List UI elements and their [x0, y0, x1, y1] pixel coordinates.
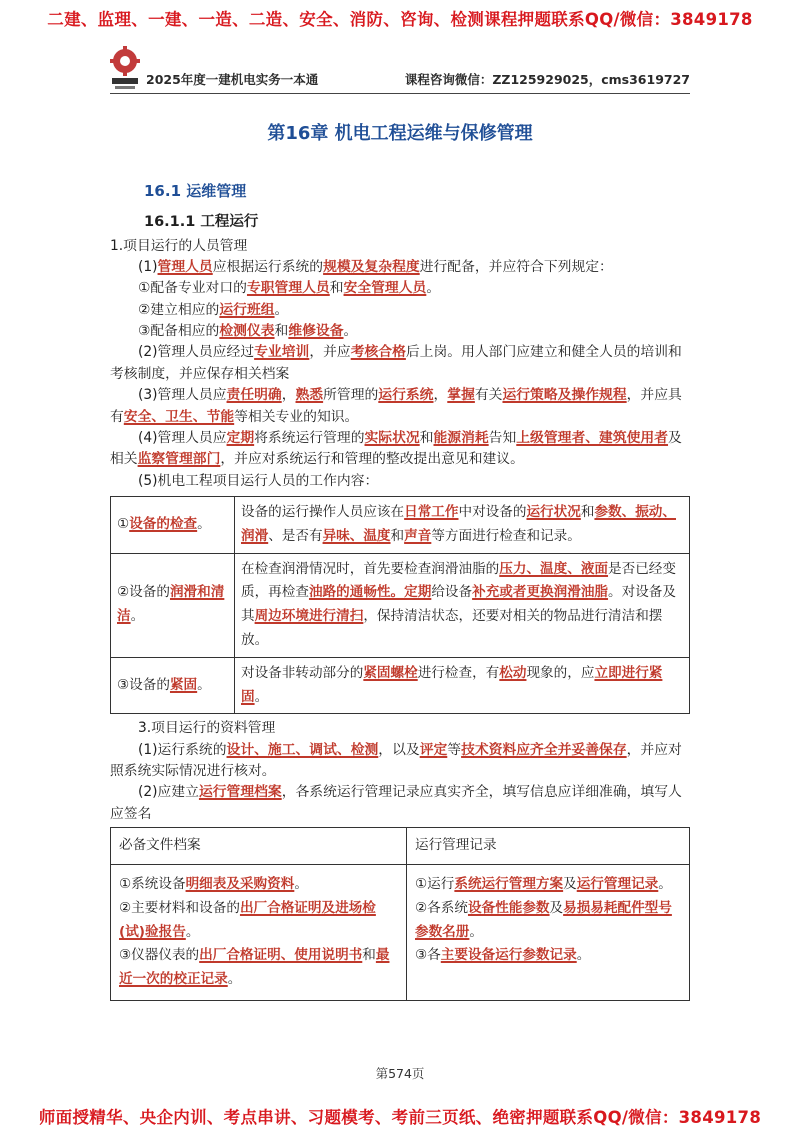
highlighted-term: 熟悉	[295, 387, 324, 404]
book-title: 2025年度一建机电实务一本通	[146, 72, 319, 87]
highlighted-term: 定期	[226, 429, 255, 446]
highlighted-term: 出厂合格证明及进场检(试)验报告	[119, 899, 376, 940]
item-1-4	[110, 428, 690, 471]
highlighted-term: 运行状况	[526, 504, 581, 521]
text-run: 及相关	[110, 429, 682, 468]
highlighted-term: 安全、卫生、节能	[123, 408, 235, 425]
highlighted-term: 技术资料应齐全并妥善保存	[461, 741, 627, 758]
highlighted-term: 补充或者更换润滑油脂	[472, 584, 609, 601]
table-list-item	[119, 873, 398, 897]
text-run: 进行配备，并应符合下列规定：	[419, 258, 613, 275]
page-header	[110, 46, 690, 94]
text-run: ①	[117, 516, 130, 532]
text-run: ，各系统运行管理记录应真实齐全，填写信息应详细准确，填写人应签名	[110, 784, 682, 822]
gear-logo-icon	[110, 46, 140, 92]
text-run: 。	[197, 676, 211, 693]
text-run: 。	[576, 947, 591, 964]
text-run: 。	[254, 688, 269, 705]
highlighted-term: 润滑和清洁	[117, 584, 225, 625]
highlighted-term: 油路的通畅性。定期	[308, 584, 432, 601]
text-run: ③设备的	[117, 676, 170, 693]
chapter-title: 第16章 机电工程运维与保修管理	[267, 123, 533, 144]
text-run: ②建立相应的	[138, 301, 220, 318]
documents-table-body	[111, 865, 690, 1001]
text-run: 和	[580, 504, 595, 521]
item-1-1-a	[110, 278, 690, 299]
highlighted-term: 紧固螺栓	[363, 664, 418, 681]
highlighted-term: 压力、温度、液面	[499, 560, 609, 577]
text-run: (2)管理人员应经过	[138, 344, 255, 361]
contact-info: 课程咨询微信：ZZ125929025，cms3619727	[404, 72, 690, 87]
text-run: ①运行	[415, 876, 455, 893]
text-run: 设备的运行操作人员应该在	[241, 504, 405, 521]
text-run: ③配备相应的	[138, 323, 220, 340]
text-run: ，并应对系统运行和管理的整改提出意见和建议。	[220, 451, 524, 468]
text-run: 等	[447, 741, 462, 758]
highlighted-term: 运行系统	[378, 387, 434, 404]
work-content-table	[110, 496, 690, 714]
highlighted-term: 规模及复杂程度	[323, 258, 420, 275]
documents-col-header: 必备文件档案	[111, 828, 407, 865]
highlighted-term: 实际状况	[364, 429, 420, 446]
text-run: 是否已经变质，再检查	[241, 560, 676, 601]
text-run: ②主要材料和设备的	[119, 899, 240, 916]
highlighted-term: 声音	[404, 527, 432, 544]
text-run: 进行检查，有	[417, 664, 500, 681]
highlighted-term: 设计、施工、调试、检测	[226, 741, 379, 758]
highlighted-term: 维修设备	[288, 323, 344, 340]
bottom-promo-banner: 师面授精华、央企内训、考点串讲、习题模考、考前三页纸、绝密押题联系QQ/微信：3849178	[38, 1108, 762, 1127]
text-run: ③仪器仪表的	[119, 947, 200, 964]
text-run: 后上岗。用人部门应建立和健全人员的培训和考核制度，并应保存相关档案	[110, 344, 682, 382]
work-item-description	[235, 497, 690, 554]
text-run: 。对设备及其	[241, 584, 676, 625]
text-run: 和	[274, 323, 289, 340]
highlighted-term: 参数、振动、润滑	[241, 504, 676, 544]
highlighted-term: 设备性能参数	[467, 899, 550, 916]
paragraph-group-2	[110, 718, 690, 825]
text-run: 和	[329, 280, 344, 297]
text-run: ，以及	[378, 741, 420, 758]
text-run: ，保持清洁状态，还要对相关的物品进行清洁和摆放。	[241, 608, 663, 649]
text-run: 3.项目运行的资料管理	[138, 720, 276, 737]
text-run: 。	[469, 923, 483, 940]
work-item-description	[235, 657, 690, 714]
highlighted-term: 立即进行紧固	[241, 664, 663, 705]
text-run: 所管理的	[323, 387, 379, 404]
text-run: ，并应对照系统实际情况进行核对。	[110, 741, 682, 780]
text-run: ，	[433, 387, 448, 404]
item-1-5	[110, 471, 690, 492]
documents-table	[110, 827, 690, 1001]
text-run: 、是否有	[268, 527, 323, 544]
table-list-item	[415, 873, 681, 897]
text-run: 应根据运行系统的	[212, 258, 324, 275]
work-item-label	[111, 497, 235, 554]
highlighted-term: 评定	[419, 741, 448, 758]
paragraph-group-1	[110, 236, 690, 493]
highlighted-term: 松动	[499, 664, 527, 681]
highlighted-term: 运行策略及操作规程	[502, 387, 627, 404]
text-run: 及	[563, 876, 577, 893]
text-run: (4)管理人员应	[138, 429, 227, 446]
table-list-item	[119, 944, 398, 992]
text-run: ，并应	[309, 344, 351, 361]
highlighted-term: 紧固	[169, 676, 198, 693]
text-run: 。	[294, 876, 308, 893]
item-1-heading	[110, 236, 690, 257]
highlighted-term: 考核合格	[350, 344, 406, 361]
highlighted-term: 管理人员	[157, 258, 213, 275]
text-run: 。	[197, 516, 211, 532]
text-run: (2)应建立	[138, 784, 199, 801]
text-run: 对设备非转动部分的	[241, 664, 364, 681]
subsection-title: 16.1.1 工程运行	[144, 214, 259, 231]
highlighted-term: 专职管理人员	[246, 280, 330, 297]
highlighted-term: 责任明确	[226, 387, 282, 404]
top-promo-banner: 二建、监理、一建、一造、二造、安全、消防、咨询、检测课程押题联系QQ/微信：3849178	[47, 10, 753, 29]
documents-table-header	[111, 828, 690, 865]
text-run: 和	[419, 429, 434, 446]
text-run: 中对设备的	[458, 504, 527, 521]
item-3-heading	[110, 718, 690, 739]
text-run: ，	[281, 387, 296, 404]
text-run: 。	[227, 971, 242, 988]
text-run: (5)机电工程项目运行人员的工作内容：	[138, 472, 379, 489]
text-run: 给设备	[431, 584, 473, 601]
highlighted-term: 监察管理部门	[137, 451, 221, 468]
highlighted-term: 主要设备运行参数记录	[440, 947, 577, 964]
text-run: 有关	[474, 387, 503, 404]
highlighted-term: 运行班组	[219, 301, 275, 318]
documents-cell	[111, 865, 407, 1001]
highlighted-term: 安全管理人员	[343, 280, 427, 297]
item-1-1	[110, 257, 690, 278]
highlighted-term: 最近一次的校正记录	[119, 947, 390, 988]
highlighted-term: 能源消耗	[433, 429, 489, 446]
table-list-item	[415, 944, 681, 968]
text-run: 现象的，应	[526, 664, 595, 681]
item-1-2	[110, 342, 690, 385]
item-1-1-c	[110, 321, 690, 342]
highlighted-term: 周边环境进行清扫	[254, 608, 364, 625]
highlighted-term: 设备的检查	[129, 516, 198, 532]
text-run: 在检查润滑情况时，首先要检查润滑油脂的	[241, 560, 500, 577]
work-table-row	[111, 657, 690, 714]
section-title: 16.1 运维管理	[144, 181, 247, 200]
text-run: 。	[185, 923, 200, 940]
page-number: 第574页	[375, 1066, 425, 1081]
highlighted-term: 出厂合格证明、使用说明书	[199, 947, 363, 964]
text-run: 及	[549, 899, 564, 916]
work-item-label	[111, 553, 235, 657]
text-run: ，并应具有	[110, 387, 682, 425]
highlighted-term: 系统运行管理方案	[454, 876, 564, 893]
item-1-1-b	[110, 300, 690, 321]
text-run: ①配备专业对口的	[138, 280, 247, 297]
highlighted-term: 明细表及采购资料	[185, 876, 295, 893]
work-item-description	[235, 553, 690, 657]
records-cell	[407, 865, 690, 1001]
text-run: 等方面进行检查和记录。	[431, 527, 581, 544]
highlighted-term: 运行管理档案	[198, 784, 282, 801]
highlighted-term: 运行管理记录	[576, 876, 659, 893]
text-run: ②各系统	[415, 899, 468, 916]
text-run: 将系统运行管理的	[254, 429, 365, 446]
page-content	[110, 120, 690, 1001]
text-run: 。	[426, 280, 441, 297]
item-1-3	[110, 385, 690, 428]
text-run: 。	[130, 608, 145, 625]
highlighted-term: 上级管理者、建筑使用者	[516, 429, 669, 446]
highlighted-term: 异味、温度	[322, 527, 391, 544]
text-run: 。	[343, 323, 358, 340]
item-3-1	[110, 740, 690, 783]
item-3-2	[110, 782, 690, 825]
highlighted-term: 掌握	[447, 387, 475, 404]
text-run: 告知	[488, 429, 517, 446]
text-run: ②设备的	[117, 584, 170, 601]
records-col-header: 运行管理记录	[407, 828, 690, 865]
table-list-item	[415, 897, 681, 945]
text-run: (1)	[138, 258, 158, 275]
text-run: ①系统设备	[119, 876, 186, 893]
text-run: 等相关专业的知识。	[234, 408, 359, 425]
highlighted-term: 专业培训	[254, 344, 310, 361]
work-item-label	[111, 657, 235, 714]
text-run: 。	[274, 301, 289, 318]
text-run: 和	[390, 527, 405, 544]
highlighted-term: 日常工作	[404, 504, 459, 521]
table-list-item	[119, 897, 398, 945]
highlighted-term: 易损易耗配件型号参数名册	[415, 899, 672, 940]
text-run: 1.项目运行的人员管理	[110, 237, 248, 254]
text-run: 。	[658, 876, 672, 893]
text-run: ③各	[415, 947, 441, 964]
text-run: (3)管理人员应	[138, 387, 227, 404]
work-table-row	[111, 553, 690, 657]
work-table-row	[111, 497, 690, 554]
text-run: (1)运行系统的	[138, 741, 227, 758]
text-run: 和	[362, 947, 376, 964]
highlighted-term: 检测仪表	[219, 323, 275, 340]
